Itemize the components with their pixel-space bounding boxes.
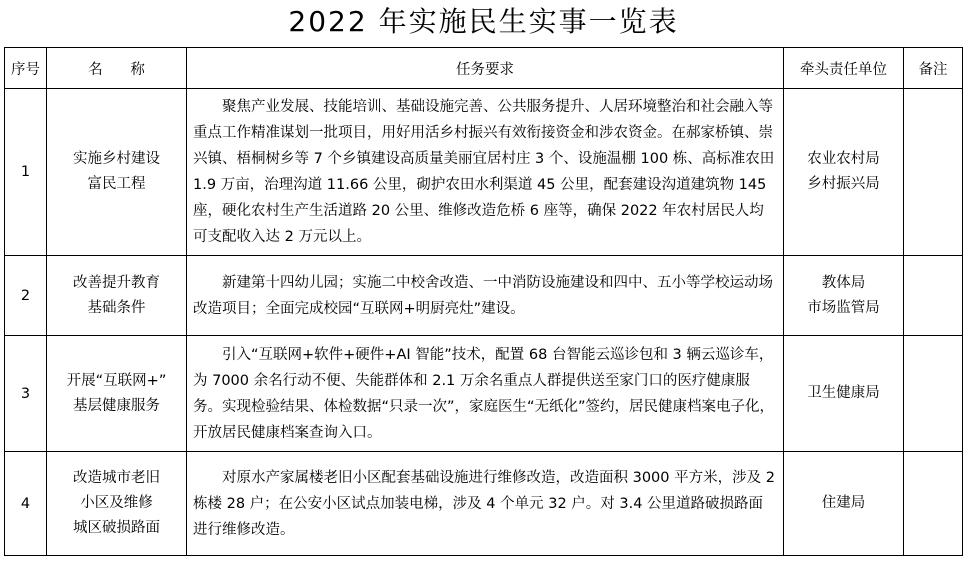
header-task: 任务要求 <box>187 48 784 89</box>
table-row <box>5 452 963 556</box>
row-unit <box>784 256 904 336</box>
row-task: 新建第十四幼儿园；实施二中校舍改造、一中消防设施建设和四中、五小等学校运动场改造项目；全面完成校园“互联网+明厨亮灶”建设。 <box>187 256 784 336</box>
row-name <box>47 89 187 256</box>
table-row <box>5 336 963 452</box>
row-unit <box>784 89 904 256</box>
header-index: 序号 <box>5 48 47 89</box>
row-index: 1 <box>5 89 47 256</box>
header-note: 备注 <box>904 48 963 89</box>
row-name <box>47 452 187 556</box>
row-name-line: 改造城市老旧 <box>73 470 160 486</box>
row-unit-line: 乡村振兴局 <box>807 176 880 192</box>
row-index: 3 <box>5 336 47 452</box>
table-row <box>5 256 963 336</box>
row-note <box>904 89 963 256</box>
row-task: 引入“互联网+软件+硬件+AI 智能”技术，配置 68 台智能云巡诊包和 3 辆云巡诊车，为 7000 余名行动不便、失能群体和 2.1 万余名重点人群提供送至家门口的医疗健康服务。实现检验结果、体检数据“只录一次”，家庭医生“无纸化”签约，居民健康档案电子化，开放居民健康档案查询入口。 <box>187 336 784 452</box>
row-unit <box>784 336 904 452</box>
table-row <box>5 89 963 256</box>
row-name-line: 小区及维修 <box>80 495 153 511</box>
row-unit-line: 市场监管局 <box>807 299 880 316</box>
row-name-line: 开展“互联网+” <box>66 372 167 389</box>
row-name-line: 富民工程 <box>87 176 146 192</box>
row-note <box>904 256 963 336</box>
row-note <box>904 452 963 556</box>
row-index: 4 <box>5 452 47 556</box>
row-name-line: 城区破损路面 <box>73 520 160 536</box>
row-name-line: 实施乡村建设 <box>73 151 160 167</box>
row-name-line: 基础条件 <box>87 299 146 316</box>
row-unit-line: 住建局 <box>821 495 866 511</box>
row-name <box>47 256 187 336</box>
header-unit: 牵头责任单位 <box>784 48 904 89</box>
row-task: 聚焦产业发展、技能培训、基础设施完善、公共服务提升、人居环境整治和社会融入等重点工作精准谋划一批项目，用好用活乡村振兴有效衔接资金和涉农资金。在郝家桥镇、崇兴镇、梧桐树乡等 7 个乡镇建设高质量美丽宜居村庄 3 个、设施温棚 100 栋、高标准农田 1.9 万亩，治理沟道 11.66 公里，砌护农田水利渠道 45 公里，配套建设沟道建筑物 145 座，硬化农村生产生活道路 20 公里、维修改造危桥 6 座等，确保 2022 年农村居民人均可支配收入达 2 万元以上。 <box>187 89 784 256</box>
row-unit-line: 卫生健康局 <box>807 385 880 401</box>
header-name: 名 称 <box>47 48 187 89</box>
row-task: 对原水产家属楼老旧小区配套基础设施进行维修改造，改造面积 3000 平方米，涉及 2 栋楼 28 户；在公安小区试点加装电梯，涉及 4 个单元 32 户。对 3.4 公里道路破损路面进行维修改造。 <box>187 452 784 556</box>
row-index: 2 <box>5 256 47 336</box>
page-title: 2022 年实施民生实事一览表 <box>288 5 679 38</box>
row-unit <box>784 452 904 556</box>
row-unit-line: 农业农村局 <box>807 151 880 167</box>
row-note <box>904 336 963 452</box>
row-name <box>47 336 187 452</box>
row-name-line: 改善提升教育 <box>73 274 160 291</box>
row-unit-line: 教体局 <box>821 274 866 291</box>
project-table <box>4 47 963 556</box>
row-name-line: 基层健康服务 <box>73 397 160 414</box>
table-header-row <box>5 48 963 89</box>
